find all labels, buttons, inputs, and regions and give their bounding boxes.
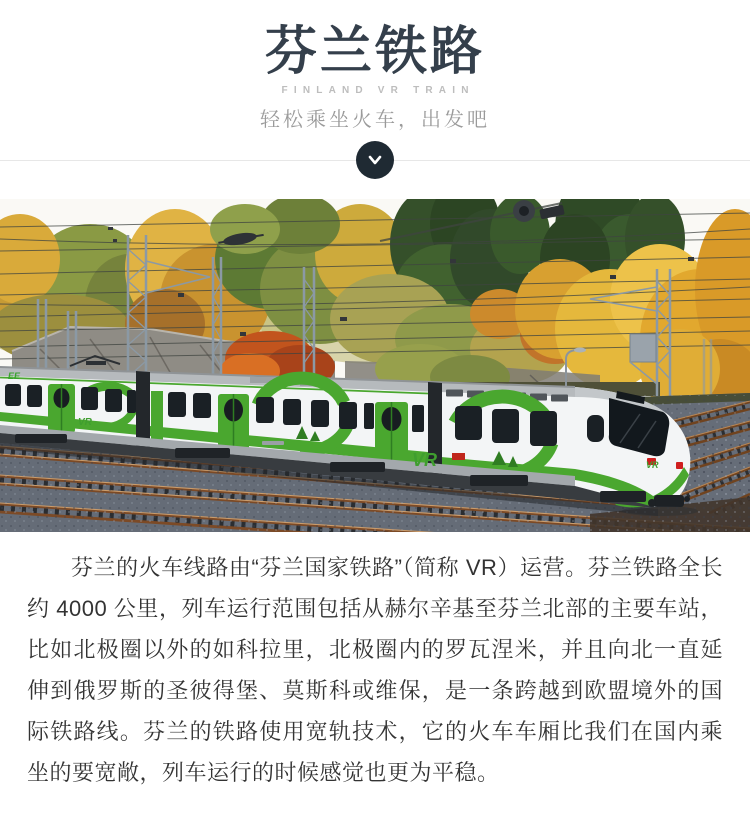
scroll-down-button[interactable] — [356, 141, 394, 179]
chevron-down-icon — [365, 150, 385, 170]
vr-logo-large: VR — [412, 450, 438, 470]
scroll-row — [0, 141, 750, 181]
tagline: 轻松乘坐火车，出发吧 — [260, 109, 490, 131]
vr-logo-nose: VR — [646, 460, 659, 470]
red-sign — [452, 453, 465, 460]
train-photo — [0, 199, 750, 532]
article — [0, 532, 750, 819]
article-paragraph: 芬兰的火车线路由“芬兰国家铁路”（简称 VR）运营。芬兰铁路全长约 4000 公里，列车运行范围包括从赫尔辛基至芬兰北部的主要车站，比如北极圈以外的如科拉里，北极圈内的罗瓦涅米，并且向北一直延伸到俄罗斯的圣彼得堡、莫斯科或维保，是一条跨越到欧盟境外的国际铁路线。芬兰的铁路使用宽轨技术，它的火车车厢比我们在国内乘坐的要宽敞，列车运行的时候感觉也更为平稳。 — [27, 555, 723, 785]
page-title: 芬兰铁路 — [264, 23, 485, 81]
train-photo-svg — [0, 199, 750, 532]
car-end-marking: EE — [8, 371, 21, 381]
subtitle-en: FINLAND VR TRAIN — [281, 85, 475, 96]
vr-logo-small: VR — [78, 417, 92, 428]
hero-header — [0, 0, 750, 181]
